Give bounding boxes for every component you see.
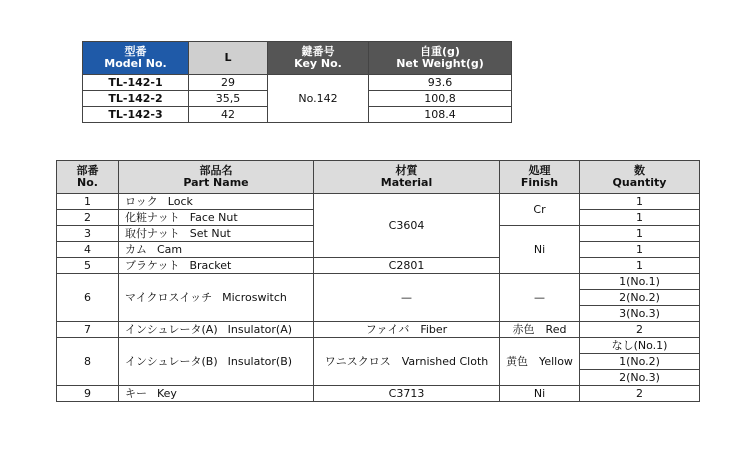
material-cell: C3713	[314, 386, 500, 402]
key-no-cell: No.142	[268, 75, 369, 123]
part-name-cell	[119, 322, 314, 338]
part-name-ja: キー	[125, 386, 147, 400]
quantity-cell: 1	[580, 194, 700, 210]
part-no-cell: 8	[57, 338, 119, 386]
part-name-cell	[119, 386, 314, 402]
model-table-header	[83, 42, 512, 75]
quantity-cell: 1(No.1)	[580, 274, 700, 290]
table-row	[83, 75, 512, 91]
part-name-ja: 化粧ナット	[125, 210, 180, 224]
header-qty-ja: 数	[634, 164, 645, 178]
l-cell: 42	[189, 107, 268, 123]
quantity-cell: 2	[580, 386, 700, 402]
model-no-cell: TL-142-1	[83, 75, 189, 91]
quantity-cell: 1	[580, 210, 700, 226]
quantity-cell: 1	[580, 258, 700, 274]
part-name-ja: マイクロスイッチ	[125, 290, 213, 304]
header-qty-en: Quantity	[612, 176, 667, 189]
part-no-cell: 3	[57, 226, 119, 242]
material-cell: C2801	[314, 258, 500, 274]
part-name-en: Bracket	[189, 258, 232, 272]
table-row	[57, 274, 700, 290]
part-name-en: Key	[157, 386, 177, 400]
part-name-cell	[119, 274, 314, 322]
part-no-cell: 5	[57, 258, 119, 274]
table-row	[57, 386, 700, 402]
material-cell: ファイバ Fiber	[314, 322, 500, 338]
header-material-en: Material	[380, 176, 433, 189]
quantity-cell: 2(No.3)	[580, 370, 700, 386]
weight-cell: 93.6	[369, 75, 512, 91]
header-quantity	[580, 161, 700, 194]
part-name-ja: ブラケット	[125, 258, 180, 272]
material-cell: ワニスクロス Varnished Cloth	[314, 338, 500, 386]
model-no-cell: TL-142-2	[83, 91, 189, 107]
table-row	[57, 194, 700, 210]
header-part-ja: 部品名	[199, 164, 233, 178]
header-material	[314, 161, 500, 194]
part-name-cell	[119, 242, 314, 258]
weight-cell: 108.4	[369, 107, 512, 123]
part-name-ja: 取付ナット	[125, 226, 180, 240]
part-name-ja: カム	[125, 242, 147, 256]
weight-cell: 100,8	[369, 91, 512, 107]
header-weight-ja: 自重(g)	[420, 45, 460, 59]
part-name-en: Insulator(A)	[227, 322, 293, 336]
finish-cell: —	[500, 274, 580, 322]
finish-cell: Ni	[500, 386, 580, 402]
header-key-en: Key No.	[294, 57, 342, 70]
part-name-ja: ロック	[125, 194, 158, 208]
header-model-ja: 型番	[124, 45, 147, 59]
finish-cell: 黄色 Yellow	[500, 338, 580, 386]
header-key-ja: 鍵番号	[301, 45, 335, 59]
header-material-ja: 材質	[395, 164, 418, 178]
part-name-en: Microswitch	[222, 290, 287, 304]
quantity-cell: 1	[580, 226, 700, 242]
header-part-en: Part Name	[183, 176, 249, 189]
part-name-ja: インシュレータ(B)	[125, 354, 218, 368]
quantity-cell: 1	[580, 242, 700, 258]
material-cell: —	[314, 274, 500, 322]
header-part-name	[119, 161, 314, 194]
part-no-cell: 2	[57, 210, 119, 226]
finish-cell: Cr	[500, 194, 580, 226]
l-cell: 35,5	[189, 91, 268, 107]
header-no	[57, 161, 119, 194]
part-name-ja: インシュレータ(A)	[125, 322, 218, 336]
quantity-cell: 2(No.2)	[580, 290, 700, 306]
part-no-cell: 7	[57, 322, 119, 338]
part-no-cell: 9	[57, 386, 119, 402]
parts-table	[56, 160, 700, 402]
table-row	[57, 338, 700, 354]
finish-cell: Ni	[500, 226, 580, 274]
part-no-cell: 1	[57, 194, 119, 210]
header-finish-en: Finish	[520, 176, 559, 189]
header-model-en: Model No.	[104, 57, 167, 70]
header-net-weight	[369, 42, 512, 75]
part-name-en: Cam	[157, 242, 183, 256]
quantity-cell: 3(No.3)	[580, 306, 700, 322]
part-name-cell	[119, 210, 314, 226]
quantity-cell: なし(No.1)	[580, 338, 700, 354]
table-row	[57, 322, 700, 338]
part-name-cell	[119, 258, 314, 274]
material-cell: C3604	[314, 194, 500, 258]
l-cell: 29	[189, 75, 268, 91]
header-key-no	[268, 42, 369, 75]
quantity-cell: 2	[580, 322, 700, 338]
header-no-ja: 部番	[76, 164, 99, 178]
header-no-en: No.	[77, 176, 98, 189]
part-name-en: Lock	[167, 194, 193, 208]
quantity-cell: 1(No.2)	[580, 354, 700, 370]
header-finish	[500, 161, 580, 194]
part-name-cell	[119, 226, 314, 242]
header-finish-ja: 処理	[528, 164, 551, 178]
part-name-en: Insulator(B)	[227, 354, 293, 368]
part-name-cell	[119, 194, 314, 210]
finish-cell: 赤色 Red	[500, 322, 580, 338]
model-no-cell: TL-142-3	[83, 107, 189, 123]
model-table	[82, 41, 512, 123]
header-l: L	[189, 42, 268, 75]
header-weight-en: Net Weight(g)	[396, 57, 484, 70]
part-name-cell	[119, 338, 314, 386]
part-name-en: Face Nut	[189, 210, 238, 224]
part-name-en: Set Nut	[189, 226, 231, 240]
table-row	[57, 258, 700, 274]
header-model-no	[83, 42, 189, 75]
part-no-cell: 6	[57, 274, 119, 322]
parts-table-header	[57, 161, 700, 194]
part-no-cell: 4	[57, 242, 119, 258]
